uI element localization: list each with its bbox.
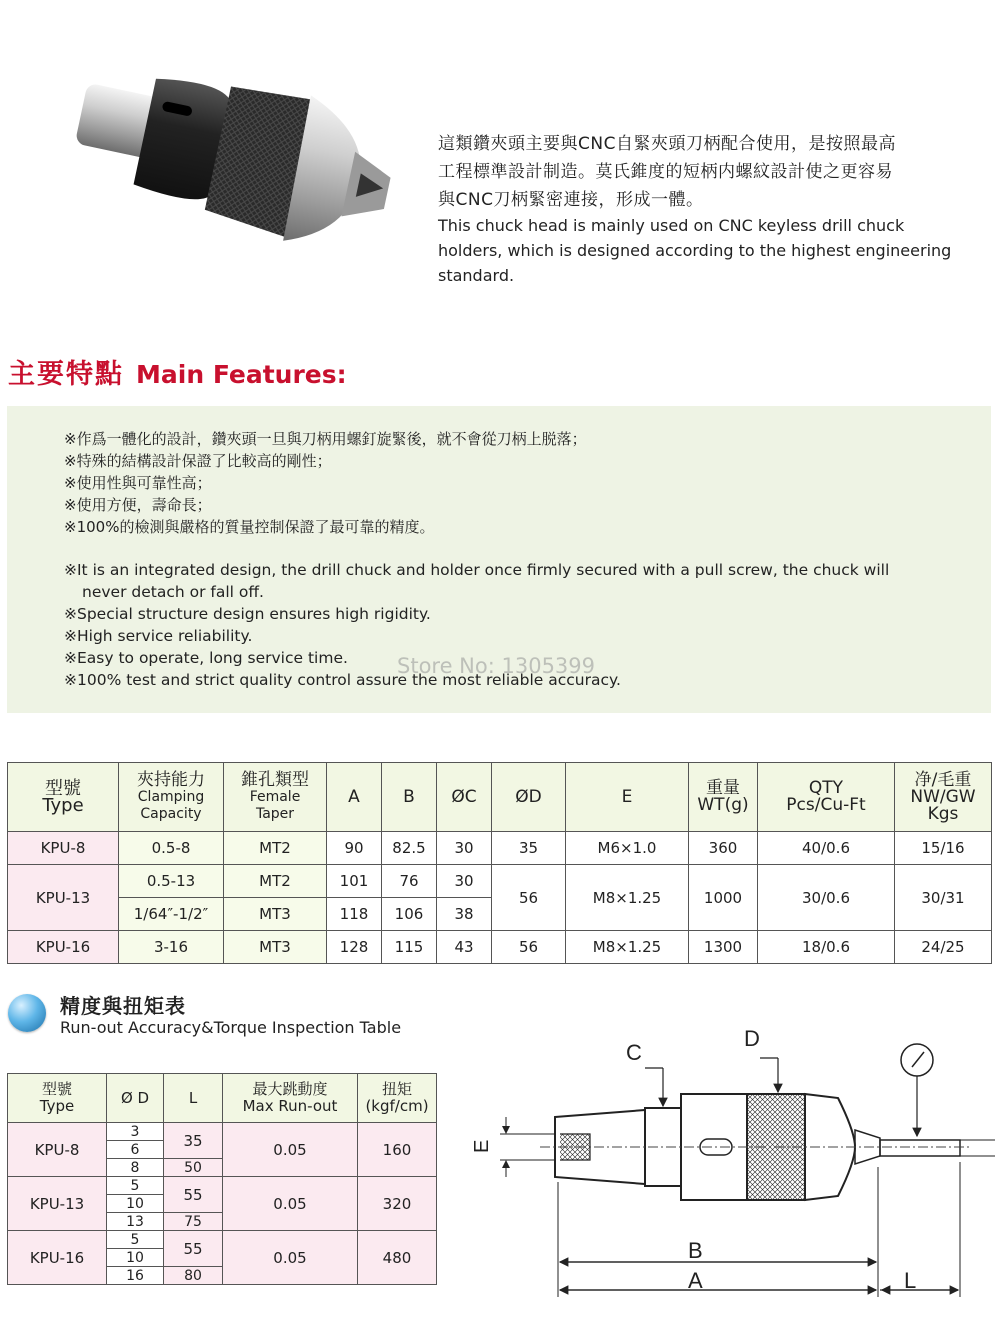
cell-d: 56 [492, 865, 566, 931]
cell-d: 16 [107, 1267, 164, 1285]
feature-zh-1: ※作爲一體化的設計，鑽夾頭一旦與刀柄用螺釘旋緊後，就不會從刀柄上脱落； [64, 430, 587, 448]
cell-l: 80 [164, 1267, 223, 1285]
feature-zh-2: ※特殊的結構設計保證了比較高的剛性； [64, 452, 332, 470]
cell-a: 90 [327, 832, 382, 865]
cell-weight: 360 [689, 832, 758, 865]
runout-header-row [8, 1074, 437, 1123]
runout-row [8, 1231, 437, 1249]
feature-en-2: ※Special structure design ensures high rigidity. [64, 605, 431, 623]
dim-a-label: A [688, 1268, 703, 1293]
feature-en-3: ※High service reliability. [64, 627, 253, 645]
th-l: L [164, 1074, 223, 1123]
th-d: Ø D [107, 1074, 164, 1123]
cell-d: 10 [107, 1195, 164, 1213]
cell-qty: 18/0.6 [758, 931, 895, 964]
cell-d: 56 [492, 931, 566, 964]
cell-capacity: 3-16 [119, 931, 224, 964]
section-bullet-icon [8, 994, 46, 1032]
cell-torque: 480 [358, 1231, 437, 1285]
cell-d: 13 [107, 1213, 164, 1231]
feature-en-1-cont: never detach or fall off. [82, 583, 264, 601]
features-heading [8, 352, 347, 392]
cell-d: 3 [107, 1123, 164, 1141]
cell-runout: 0.05 [223, 1177, 358, 1231]
dim-e-label: E [471, 1139, 493, 1153]
feature-zh-3: ※使用性與可靠性高； [64, 474, 212, 492]
th-a: A [327, 763, 382, 832]
cell-c: 30 [437, 865, 492, 898]
cell-taper: MT2 [224, 832, 327, 865]
th-taper: 錐孔類型 Female Taper [224, 763, 327, 832]
spec-row-kpu8 [8, 832, 992, 865]
cell-a: 128 [327, 931, 382, 964]
cell-taper: MT2 [224, 865, 327, 898]
cell-d: 6 [107, 1141, 164, 1159]
cell-l: 50 [164, 1159, 223, 1177]
cell-b: 76 [382, 865, 437, 898]
intro-en-line-1: This chuck head is mainly used on CNC keyless drill chuck [438, 216, 905, 235]
cell-b: 82.5 [382, 832, 437, 865]
cell-type: KPU-8 [8, 1123, 107, 1177]
cell-nwgw: 15/16 [895, 832, 992, 865]
th-capacity: 夾持能力 Clamping Capacity [119, 763, 224, 832]
cell-a: 101 [327, 865, 382, 898]
th-b: B [382, 763, 437, 832]
cell-e: M6×1.0 [566, 832, 689, 865]
cell-capacity: 0.5-13 [119, 865, 224, 898]
cell-qty: 30/0.6 [758, 865, 895, 931]
th-type: 型號 Type [8, 1074, 107, 1123]
cell-d: 5 [107, 1177, 164, 1195]
cell-e: M8×1.25 [566, 931, 689, 964]
runout-row [8, 1177, 437, 1195]
feature-zh-4: ※使用方便，壽命長； [64, 496, 212, 514]
spec-header-row [8, 763, 992, 832]
cell-nwgw: 24/25 [895, 931, 992, 964]
cell-b: 115 [382, 931, 437, 964]
feature-zh-5: ※100%的檢測與嚴格的質量控制保證了最可靠的精度。 [64, 518, 435, 536]
cell-d: 10 [107, 1249, 164, 1267]
cell-type: KPU-8 [8, 832, 119, 865]
cell-l: 55 [164, 1231, 223, 1267]
cell-torque: 160 [358, 1123, 437, 1177]
cell-l: 55 [164, 1177, 223, 1213]
features-heading-en: Main Features: [136, 360, 347, 389]
cell-capacity: 1/64″-1/2″ [119, 898, 224, 931]
dim-c-label: C [626, 1040, 642, 1065]
cell-weight: 1000 [689, 865, 758, 931]
cell-c: 30 [437, 832, 492, 865]
spec-row-kpu16 [8, 931, 992, 964]
cell-c: 43 [437, 931, 492, 964]
intro-en-line-3: standard. [438, 266, 515, 285]
cell-b: 106 [382, 898, 437, 931]
drill-chuck-photo [58, 40, 438, 310]
cell-c: 38 [437, 898, 492, 931]
cell-d: 35 [492, 832, 566, 865]
cell-type: KPU-16 [8, 1231, 107, 1285]
features-heading-zh: 主要特點 [8, 359, 124, 390]
th-e: E [566, 763, 689, 832]
cell-capacity: 0.5-8 [119, 832, 224, 865]
intro-en-line-2: holders, which is designed according to the highest engineering [438, 241, 952, 260]
cell-e: M8×1.25 [566, 865, 689, 931]
cell-d: 5 [107, 1231, 164, 1249]
runout-row [8, 1123, 437, 1141]
cell-torque: 320 [358, 1177, 437, 1231]
feature-en-5: ※100% test and strict quality control assure the most reliable accuracy. [64, 671, 621, 689]
runout-table [7, 1073, 437, 1285]
th-d: ØD [492, 763, 566, 832]
cell-l: 35 [164, 1123, 223, 1159]
cell-type: KPU-13 [8, 865, 119, 931]
chuck-dimension-diagram [460, 1022, 1000, 1312]
dim-l-label: L [904, 1268, 917, 1293]
intro-zh-line-2: 工程標準設計制造。莫氏錐度的短柄内螺紋設計使之更容易 [438, 162, 893, 182]
dim-d-label: D [744, 1026, 760, 1051]
spec-table [7, 762, 992, 964]
feature-en-1: ※It is an integrated design, the drill chuck and holder once firmly secured with a pull screw, the chuck will [64, 561, 890, 579]
cell-weight: 1300 [689, 931, 758, 964]
intro-zh-line-1: 這類鑽夾頭主要與CNC自緊夾頭刀柄配合使用，是按照最高 [438, 134, 896, 154]
cell-a: 118 [327, 898, 382, 931]
cell-type: KPU-16 [8, 931, 119, 964]
cell-taper: MT3 [224, 931, 327, 964]
cell-qty: 40/0.6 [758, 832, 895, 865]
runout-title-zh: 精度與扭矩表 [60, 994, 186, 1018]
th-nwgw: 净/毛重 NW/GW Kgs [895, 763, 992, 832]
intro-zh-line-3: 與CNC刀柄緊密連接，形成一體。 [438, 190, 704, 210]
cell-runout: 0.05 [223, 1231, 358, 1285]
th-weight: 重量 WT(g) [689, 763, 758, 832]
th-type: 型號 Type [8, 763, 119, 832]
th-c: ØC [437, 763, 492, 832]
th-qty: QTY Pcs/Cu-Ft [758, 763, 895, 832]
cell-l: 75 [164, 1213, 223, 1231]
th-torque: 扭矩 (kgf/cm) [358, 1074, 437, 1123]
cell-d: 8 [107, 1159, 164, 1177]
cell-nwgw: 30/31 [895, 865, 992, 931]
feature-en-4: ※Easy to operate, long service time. [64, 649, 348, 667]
spec-row-kpu13a [8, 865, 992, 898]
cell-taper: MT3 [224, 898, 327, 931]
store-watermark: Store No: 1305399 [397, 654, 596, 678]
cell-type: KPU-13 [8, 1177, 107, 1231]
dim-b-label: B [688, 1238, 703, 1263]
runout-title-en: Run-out Accuracy&Torque Inspection Table [60, 1018, 402, 1037]
th-max-runout: 最大跳動度 Max Run-out [223, 1074, 358, 1123]
cell-runout: 0.05 [223, 1123, 358, 1177]
